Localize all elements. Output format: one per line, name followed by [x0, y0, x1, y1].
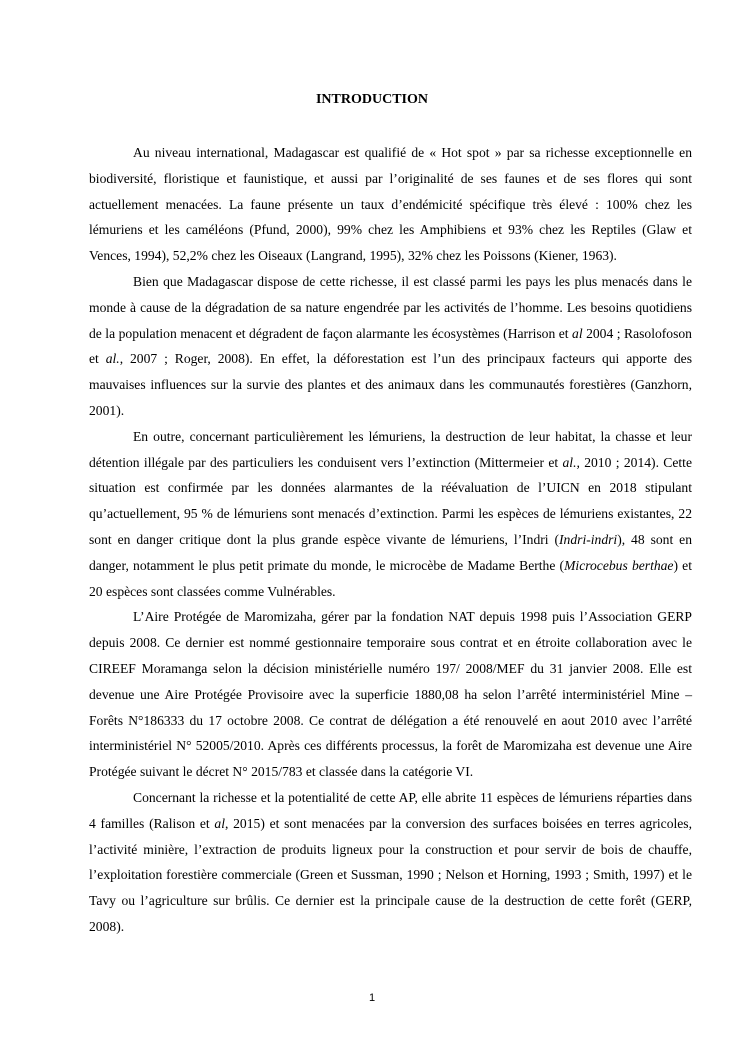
- section-title: INTRODUCTION: [315, 92, 428, 107]
- text-run: 2004 ; Rasolofoson et: [89, 325, 692, 367]
- paragraph: [89, 785, 692, 940]
- text-run: Au niveau international, Madagascar est qualifié de « Hot spot » par sa richesse exceptionnelle en biodiversité, floristique et faunistique, et aussi par l’originalité de ses faunes et de ses flores qui sont actuellement menacées. La faune présente un taux d’endémicité spécifique très élevé : 100% chez les lémuriens et les caméléons (Pfund, 2000), 99% chez les Amphibiens et 93% chez les Reptiles (Glaw et Vences, 1994), 52,2% chez les Oiseaux (Langrand, 1995), 32% chez les Poissons (Kiener, 1963).: [89, 145, 692, 264]
- italic-text: al.,: [562, 454, 580, 470]
- italic-text: al: [214, 815, 225, 831]
- paragraph: [89, 140, 692, 269]
- text-run: Concernant la richesse et la potentialité de cette AP, elle abrite 11 espèces de lémuriens réparties dans 4 familles (Ralison et: [89, 789, 692, 831]
- text-run: , 2015) et sont menacées par la conversion des surfaces boisées en terres agricoles, l’activité minière, l’extraction de produits ligneux pour la construction et pour servir de bois de chauffe, l’exploitation forestière commerciale (Green et Sussman, 1990 ; Nelson et Horning, 1993 ; Smith, 1997) et le Tavy ou l’agriculture sur brûlis. Ce dernier est la principale cause de la destruction de cette forêt (GERP, 2008).: [89, 815, 692, 934]
- text-run: ), 48 sont en danger, notamment le plus petit primate du monde, le microcèbe de Madame Berthe (: [89, 531, 692, 573]
- italic-text: al.: [105, 351, 120, 367]
- paragraph: [89, 424, 692, 605]
- page-number: 1: [368, 992, 376, 1004]
- paragraph: [89, 269, 692, 424]
- text-run: Bien que Madagascar dispose de cette richesse, il est classé parmi les pays les plus menacés dans le monde à cause de la dégradation de sa nature engendrée par les activités de l’homme. Les besoins quotidiens de la population menacent et dégradent de façon alarmante les écosystèmes (Harrison et: [89, 273, 692, 341]
- text-run: ) et 20 espèces sont classées comme Vulnérables.: [89, 557, 692, 599]
- italic-text: Microcebus berthae: [564, 557, 674, 573]
- italic-text: al: [572, 325, 583, 341]
- text-run: L’Aire Protégée de Maromizaha, gérer par la fondation NAT depuis 1998 puis l’Association GERP depuis 2008. Ce dernier est nommé gestionnaire temporaire sous contrat et en étroite collaboration avec le CIREEF Moramanga selon la décision ministérielle numéro 197/ 2008/MEF du 31 janvier 2008. Elle est devenue une Aire Protégée Provisoire avec la superficie 1880,08 ha selon l’arrêté interministériel Mine –Forêts N°186333 du 17 octobre 2008. Ce contrat de délégation a été renouvelé en aout 2010 avec l’arrêté interministériel N° 52005/2010. Après ces différents processus, la forêt de Maromizaha est devenue une Aire Protégée suivant le décret N° 2015/783 et classée dans la catégorie VI.: [89, 609, 692, 780]
- text-run: , 2007 ; Roger, 2008). En effet, la déforestation est l’un des principaux facteurs qui apporte des mauvaises influences sur la survie des plantes et des animaux dans les communautés forestières (Ganzhorn, 2001).: [89, 351, 692, 418]
- text-run: En outre, concernant particulièrement les lémuriens, la destruction de leur habitat, la chasse et leur détention illégale par des particuliers les conduisent vers l’extinction (Mittermeier et: [89, 428, 692, 470]
- italic-text: Indri-indri: [559, 531, 618, 547]
- paragraph: [89, 604, 692, 785]
- body-text: [89, 140, 692, 940]
- text-run: 2010 ; 2014). Cette situation est confirmée par les données alarmantes de la réévaluation de l’UICN en 2018 stipulant qu’actuellement, 95 % de lémuriens sont menacés d’extinction. Parmi les espèces de lémuriens existantes, 22 sont en danger critique dont la plus grande espèce vivante de lémuriens, l’Indri (: [89, 454, 692, 547]
